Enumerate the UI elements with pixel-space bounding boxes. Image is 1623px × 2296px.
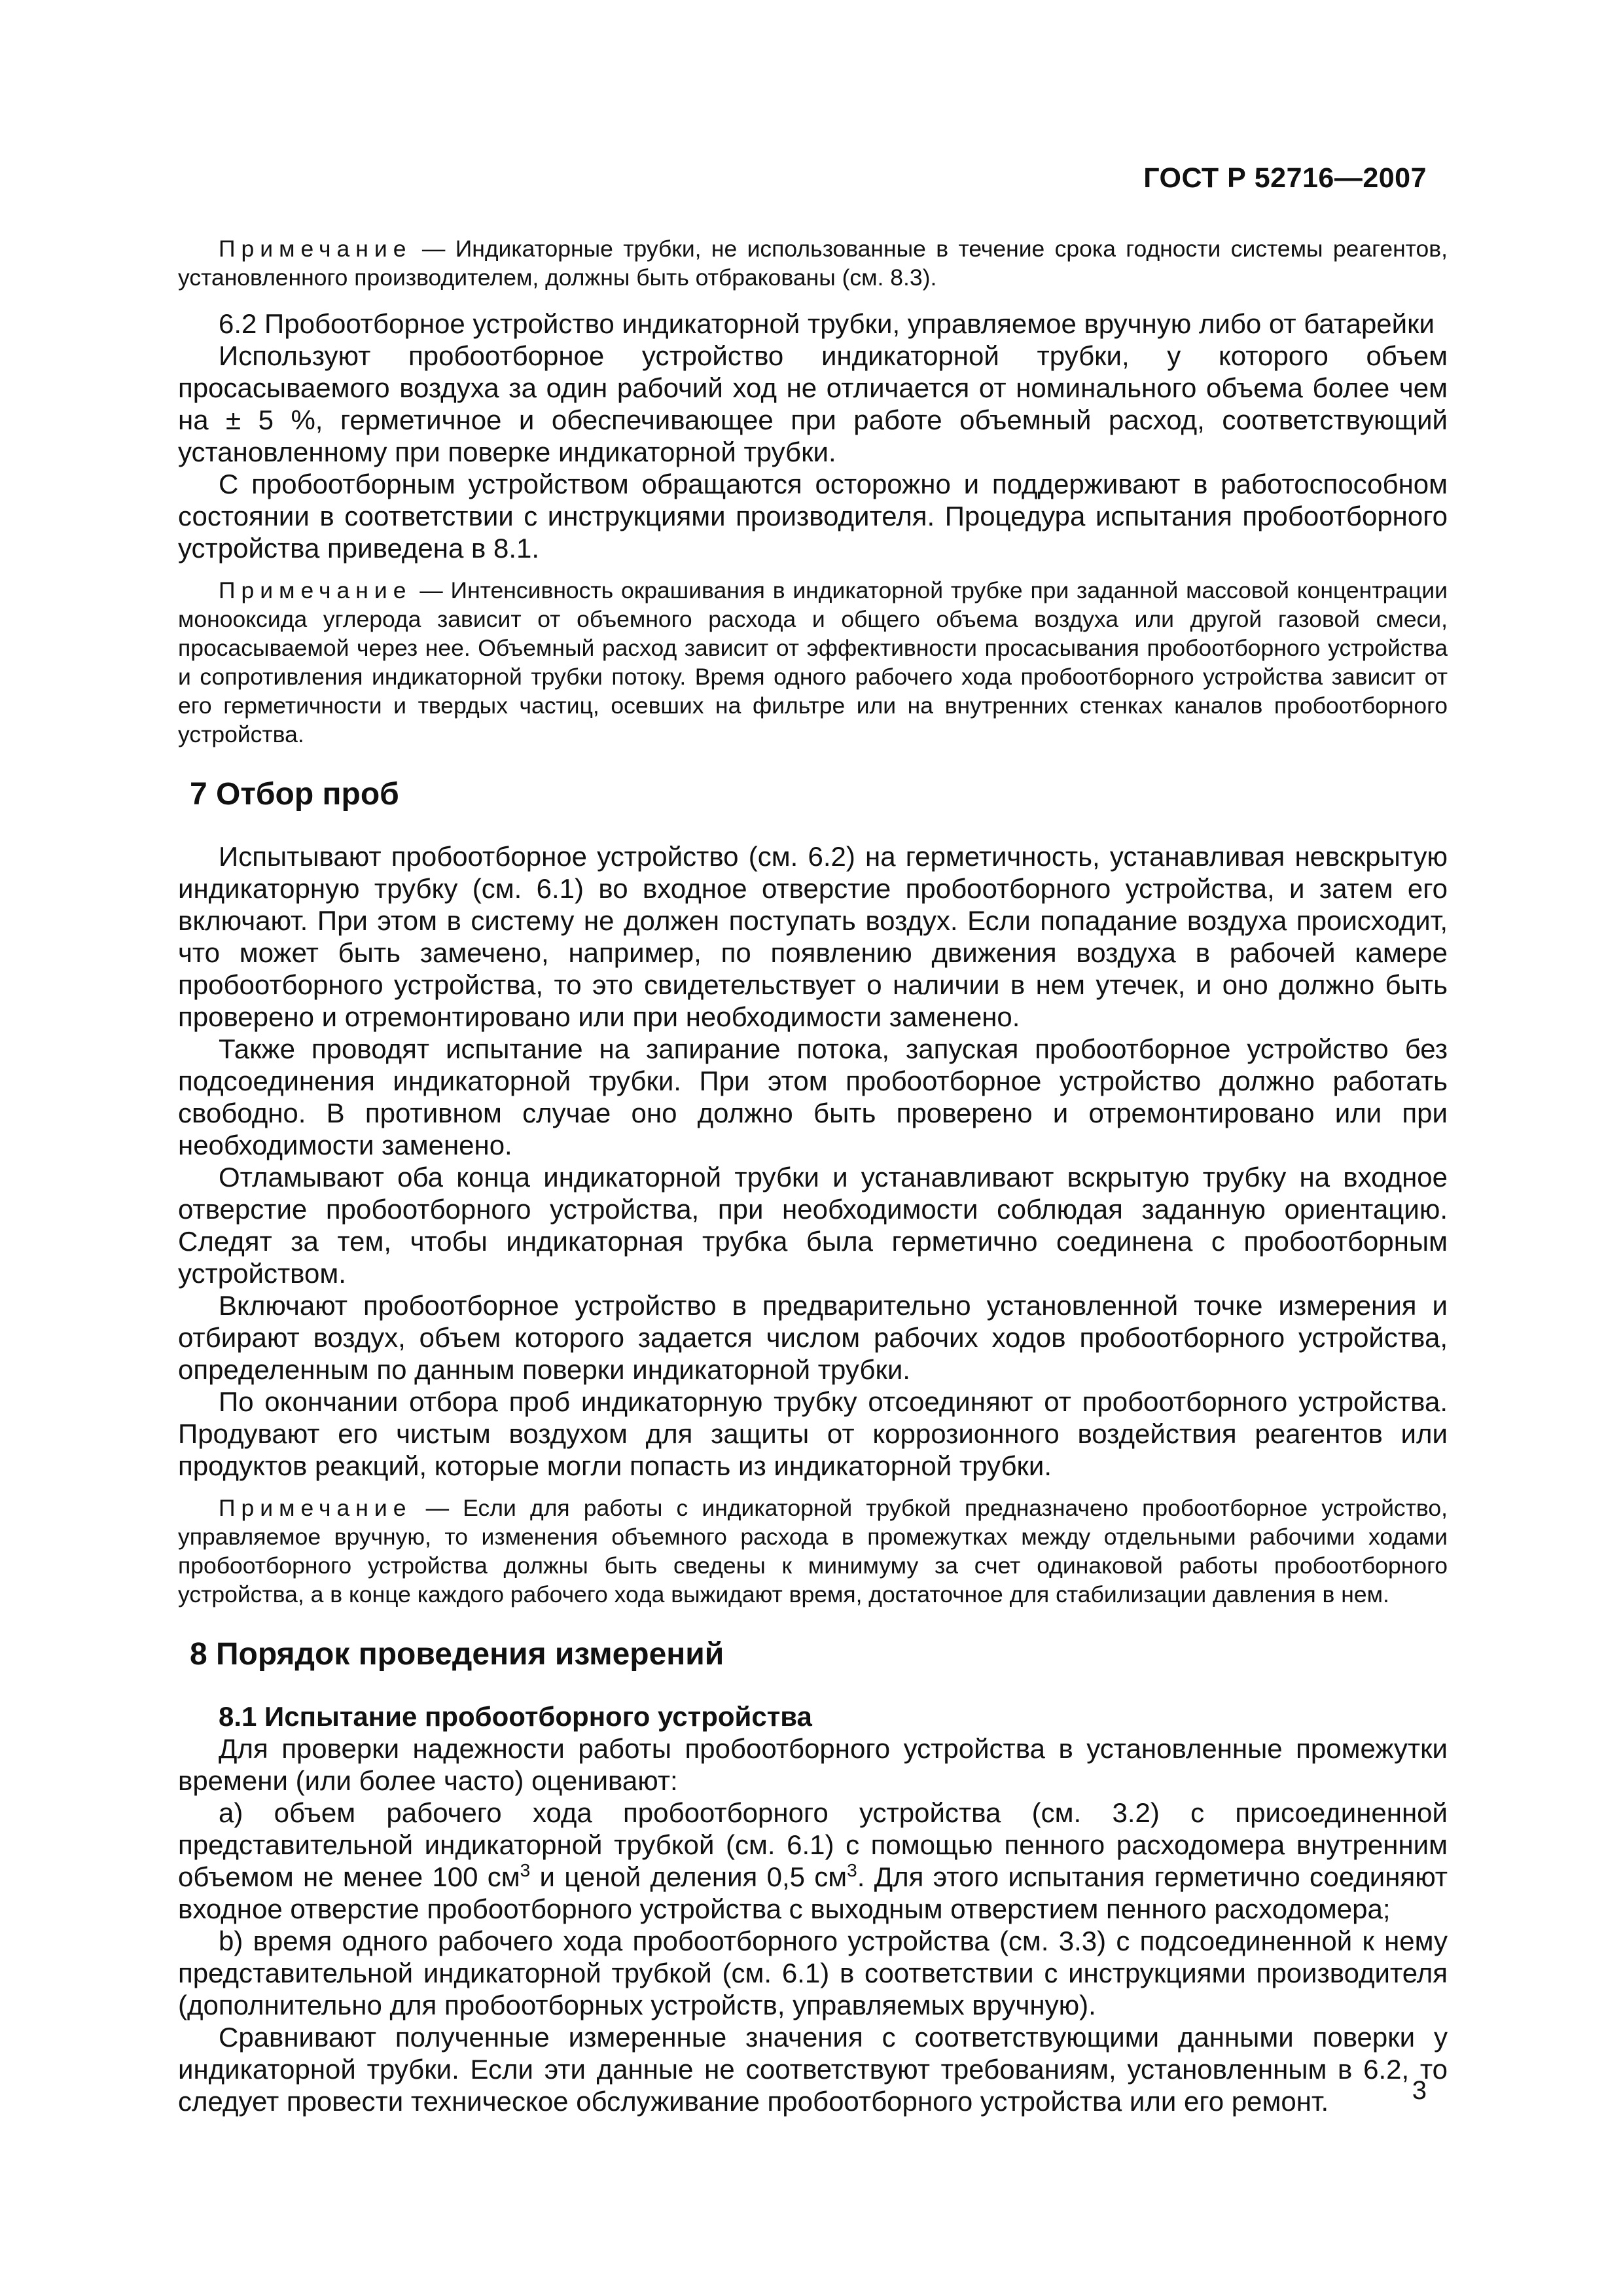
- note-2: [178, 576, 1448, 749]
- section-7-title: 7 Отбор проб: [190, 777, 399, 812]
- section-8-1-paragraph: Сравнивают полученные измеренные значения с соответствующими данными поверки у индикаторной трубки. Если эти данные не соответствуют требованиям, установленным в 6.2, то следует провести техническое обслуживание пробоотборного устройства или его ремонт.: [178, 2022, 1448, 2117]
- section-6-2-paragraph: С пробоотборным устройством обращаются осторожно и поддерживают в работоспособном состоянии в соответствии с инструкциями производителя. Процедура испытания пробоотборного устройства приведена в 8.1.: [178, 469, 1448, 564]
- page-content: [178, 223, 1448, 2117]
- section-7-paragraph: Отламывают оба конца индикаторной трубки и устанавливают вскрытую трубку на входное отверстие пробоотборного устройства, при необходимости соблюдая заданную ориентацию. Следят за тем, чтобы индикаторная трубка была герметично соединена с пробоотборным устройством.: [178, 1162, 1448, 1289]
- section-7-paragraph: По окончании отбора проб индикаторную трубку отсоединяют от пробоотборного устройства. Продувают его чистым воздухом для защиты от коррозионного воздействия реагентов или продуктов реакций, которые могли попасть из индикаторной трубки.: [178, 1386, 1448, 1481]
- note-text: — Индикаторные трубки, не использованные в течение срока годности системы реагентов, установленного производителем, должны быть отбракованы (см. 8.3).: [178, 236, 1448, 291]
- page-number: 3: [1412, 2076, 1427, 2105]
- section-8-1-item-a: [178, 1797, 1448, 1925]
- note-label: Примечание: [219, 1495, 412, 1521]
- section-8-title: 8 Порядок проведения измерений: [190, 1637, 724, 1672]
- item-a-text: а) объем рабочего хода пробоотборного устройства (см. 3.2) с присоединенной представительной индикаторной трубкой (см. 6.1) с помощью пенного расходомера внутренним объемом не менее 100 см: [178, 1797, 1448, 1892]
- section-7-paragraph: Включают пробоотборное устройство в предварительно установленной точке измерения и отбирают воздух, объем которого задается числом рабочих ходов пробоотборного устройства, определенным по данным поверки индикаторной трубки.: [178, 1290, 1448, 1385]
- section-6-2-heading: 6.2 Пробоотборное устройство индикаторной трубки, управляемое вручную либо от батарейки: [219, 308, 1435, 339]
- section-7-paragraph: Также проводят испытание на запирание потока, запуская пробоотборное устройство без подсоединения индикаторной трубки. При этом пробоотборное устройство должно работать свободно. В противном случае оно должно быть проверено и отремонтировано или при необходимости заменено.: [178, 1033, 1448, 1160]
- superscript: 3: [520, 1860, 531, 1880]
- section-8-1-paragraph: Для проверки надежности работы пробоотборного устройства в установленные промежутки времени (или более часто) оценивают:: [178, 1733, 1448, 1796]
- note-label: Примечание: [219, 577, 412, 603]
- section-8-1-title: 8.1 Испытание пробоотборного устройства: [219, 1701, 812, 1732]
- document-code-header: ГОСТ Р 52716—2007: [1143, 162, 1427, 194]
- section-7-paragraph: Испытывают пробоотборное устройство (см. 6.2) на герметичность, устанавливая невскрытую индикаторную трубку (см. 6.1) во входное отверстие пробоотборного устройства, и затем его включают. При этом в систему не должен поступать воздух. Если попадание воздуха происходит, что может быть замечено, например, по появлению движения воздуха в рабочей камере пробоотборного устройства, то это свидетельствует о наличии в нем утечек, и оно должно быть проверено и отремонтировано или при необходимости заменено.: [178, 841, 1448, 1032]
- section-6-2-paragraph: Используют пробоотборное устройство индикаторной трубки, у которого объем просасываемого воздуха за один рабочий ход не отличается от номинального объема более чем на ± 5 %, герметичное и обеспечивающее при работе объемный расход, соответствующий установленному при поверке индикаторной трубки.: [178, 340, 1448, 467]
- section-8-1-item-b: b) время одного рабочего хода пробоотборного устройства (см. 3.3) с подсоединенной к нему представительной индикаторной трубкой (см. 6.1) в соответствии с инструкциями производителя (дополнительно для пробоотборных устройств, управляемых вручную).: [178, 1926, 1448, 2020]
- note-text: — Если для работы с индикаторной трубкой предназначено пробоотборное устройство, управляемое вручную, то изменения объемного расхода в промежутках между отдельными рабочими ходами пробоотборного устройства должны быть сведены к минимуму за счет одинаковой работы пробоотборного устройства, а в конце каждого рабочего хода выжидают время, достаточное для стабилизации давления в нем.: [178, 1495, 1448, 1607]
- item-a-text: и ценой деления 0,5 см: [530, 1861, 847, 1892]
- note-label: Примечание: [219, 236, 412, 262]
- note-text: — Интенсивность окрашивания в индикаторной трубке при заданной массовой концентрации монооксида углерода зависит от объемного расхода и общего объема воздуха или другой газовой смеси, просасываемой через нее. Объемный расход зависит от эффективности просасывания пробоотборного устройства и сопротивления индикаторной трубки потоку. Время одного рабочего хода пробоотборного устройства зависит от его герметичности и твердых частиц, осевших на фильтре или на внутренних стенках каналов пробоотборного устройства.: [178, 577, 1448, 747]
- note-1: [178, 234, 1448, 292]
- superscript: 3: [847, 1860, 857, 1880]
- note-3: [178, 1494, 1448, 1609]
- item-a-text: . Для этого испытания герметично соединяют входное отверстие пробоотборного устройства с выходным отверстием пенного расходомера;: [178, 1861, 1448, 1924]
